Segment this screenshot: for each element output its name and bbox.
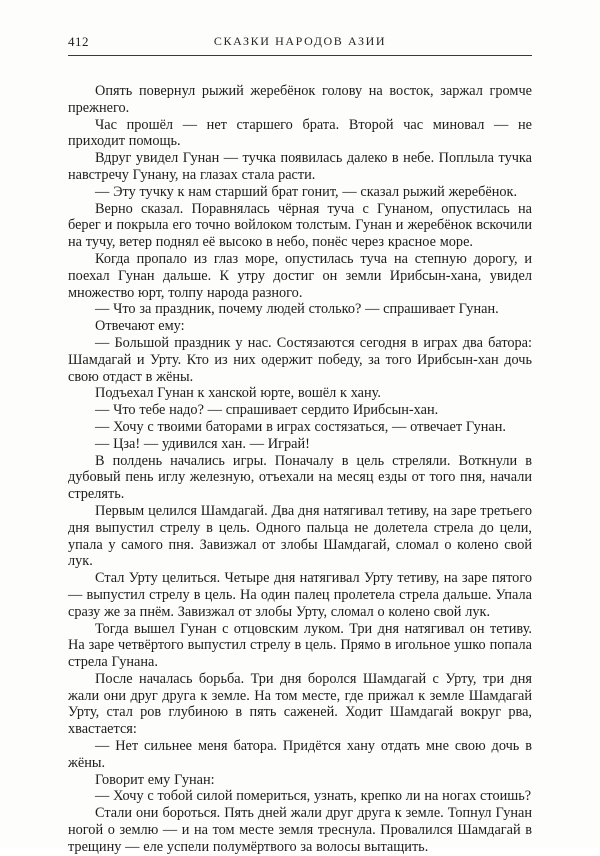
paragraph-20: Говорит ему Гунан: <box>95 771 215 788</box>
paragraph-19: — Нет сильнее меня батора. Придётся хану отдать мне свою дочь в жёны. <box>68 738 532 771</box>
paragraph-5: Верно сказал. Поравнялась чёрная туча с Гунаном, опустилась на берег и покрыла его точно войлоком толстым. Гунан и жеребёнок вскочили на тучу, ветер поднял её высоко в небо, понёс через красное море. <box>68 200 532 251</box>
paragraph-14: В полдень начались игры. Поначалу в цель стреляли. Воткнули в дубовый пень иглу железную, отъехали на месяц езды от того пня, начали стрелять. <box>68 452 532 503</box>
paragraph-4: — Эту тучку к нам старший брат гонит, — сказал рыжий жеребёнок. <box>95 183 518 200</box>
paragraph-17: Тогда вышел Гунан с отцовским луком. Три дня натягивал он тетиву. На заре четвёртого выпустил стрелу в цель. Прямо в игольное ушко попала стрела Гунана. <box>68 620 532 671</box>
header-rule <box>68 55 532 56</box>
page-header <box>68 34 532 50</box>
paragraph-8: Отвечают ему: <box>95 318 185 335</box>
running-header-title: СКАЗКИ НАРОДОВ АЗИИ <box>213 34 387 48</box>
paragraph-16: Стал Урту целиться. Четыре дня натягивал Урту тетиву, на заре пятого — выпустил стрелу в цель. На один палец пролетела стрела дальше. Упала сразу же за пнём. Завизжал от злобы Урту, сломал о колено свой лук. <box>68 570 532 620</box>
paragraph-2: Час прошёл — нет старшего брата. Второй час миновал — не приходит помощь. <box>68 116 532 150</box>
paragraph-18: После началась борьба. Три дня боролся Шамдагай с Урту, три дня жали они друг друга к земле. На том месте, где прижал к земле Шамдагай Урту, стал ров глубиною в пять саженей. Ходит Шамдагай вокруг рва, хвастается: <box>68 670 532 738</box>
paragraph-21: — Хочу с тобой силой помериться, узнать, крепко ли на ногах стоишь? <box>95 788 532 805</box>
paragraph-1: Опять повернул рыжий жеребёнок голову на восток, заржал громче прежнего. <box>68 83 532 116</box>
paragraph-6: Когда пропало из глаз море, опустилась туча на степную дорогу, и поехал Гунан дальше. К утру достиг он земли Ирибсын-хана, увидел множество юрт, толпу народа разного. <box>68 250 532 301</box>
paragraph-3: Вдруг увидел Гунан — тучка появилась далеко в небе. Поплыла тучка навстречу Гунану, на глазах стала расти. <box>68 150 532 183</box>
paragraph-11: — Что тебе надо? — спрашивает сердито Ирибсын-хан. <box>95 402 439 419</box>
paragraph-10: Подъехал Гунан к ханской юрте, вошёл к хану. <box>95 385 381 402</box>
paragraph-12: — Хочу с твоими баторами в играх состязаться, — отвечает Гунан. <box>95 418 506 435</box>
paragraph-9: — Большой праздник у нас. Состязаются сегодня в играх два батора: Шамдагай и Урту. Кто из них одержит победу, за того Ирибсын-хан дочь свою отдаст в жёны. <box>68 334 532 385</box>
page-number: 412 <box>68 34 89 49</box>
paragraph-15: Первым целился Шамдагай. Два дня натягивал тетиву, на заре третьего дня выпустил стрелу в цель. Одного пальца не долетела стрела до цели, упала у самого пня. Завизжал от злобы Шамдагай, сломал о колено свой лук. <box>68 502 532 570</box>
paragraph-7: — Что за праздник, почему людей столько? — спрашивает Гунан. <box>95 301 499 318</box>
page-body <box>68 83 532 856</box>
paragraph-22: Стали они бороться. Пять дней жали друг друга к земле. Топнул Гунан ногой о землю — и на том месте земля треснула. Провалился Шамдагай в трещину — еле успели полумёртвого за волосы вытащить. <box>68 805 532 855</box>
paragraph-13: — Цза! — удивился хан. — Играй! <box>95 435 310 452</box>
